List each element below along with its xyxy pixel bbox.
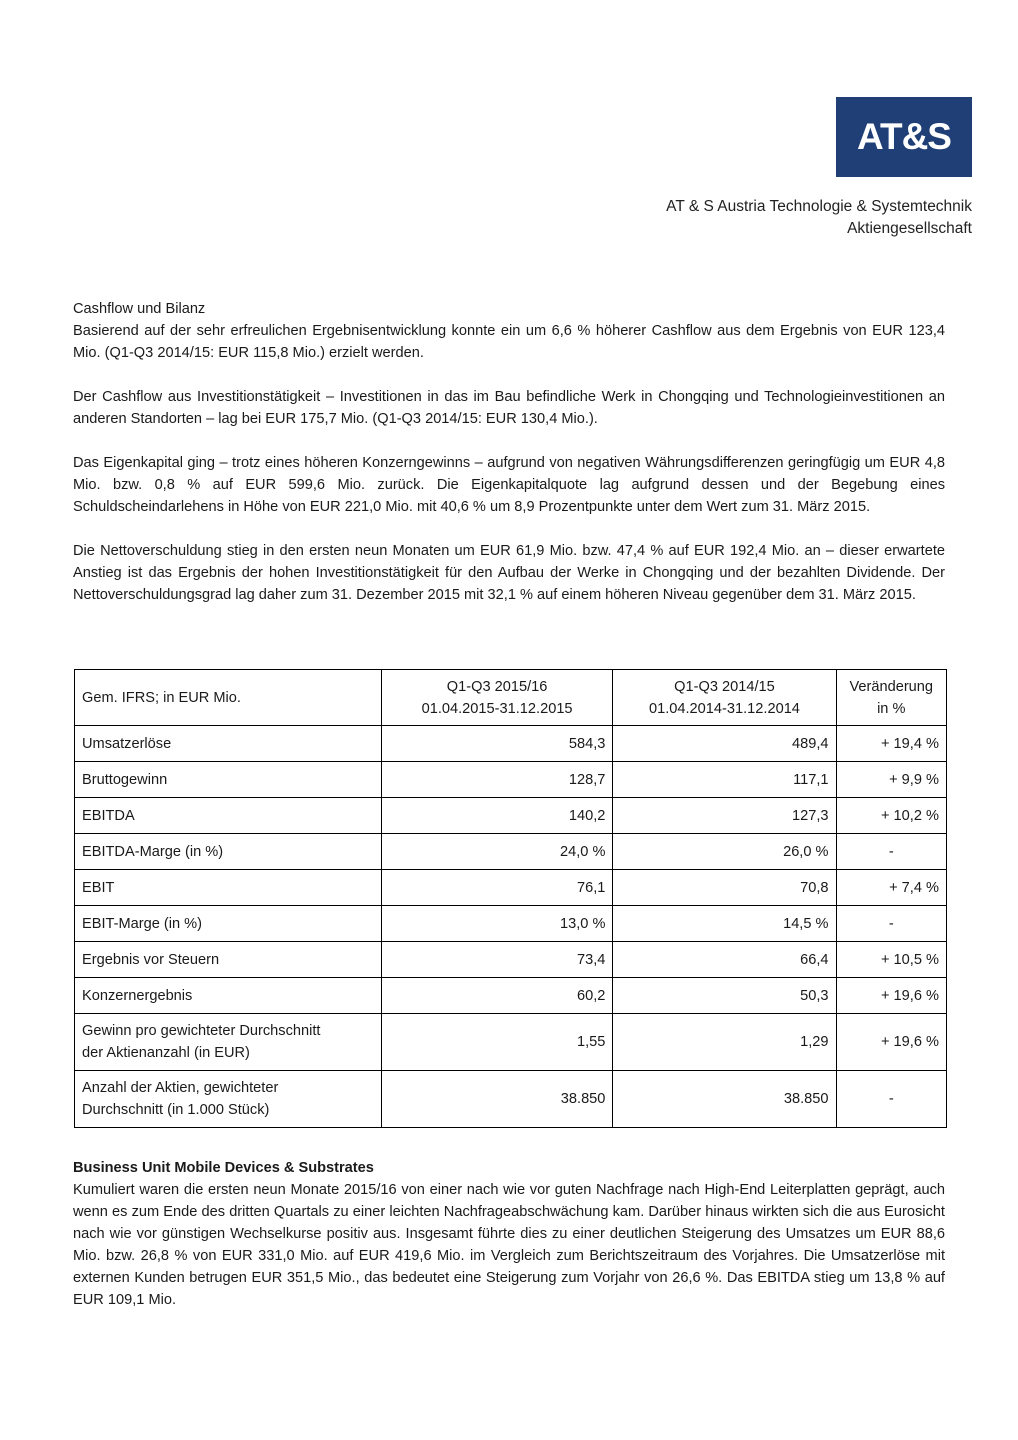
- header-previous-period: Q1-Q3 2014/15 01.04.2014-31.12.2014: [613, 670, 836, 726]
- row-label: Bruttogewinn: [75, 762, 382, 798]
- current-value: 24,0 %: [381, 834, 613, 870]
- change-value: + 19,4 %: [836, 726, 946, 762]
- business-unit-paragraph: Kumuliert waren die ersten neun Monate 2015/16 von einer nach wie vor guten Nachfrage nach High-End Leiterplatten geprägt, auch wenn es zum Ende des dritten Quartals zu einer leichten Nachfrageabschwächung kam. Darüber hinaus wirkten sich die aus Eurosicht nach wie vor günstigen Wechselkurse positiv aus. Insgesamt führte dies zu einer deutlichen Steigerung des Umsatzes um EUR 88,6 Mio. bzw. 26,8 % von EUR 331,0 Mio. auf EUR 419,6 Mio. im Vergleich zum Berichtszeitraum des Vorjahres. Die Umsatzerlöse mit externen Kunden betrugen EUR 351,5 Mio., das bedeutet eine Steigerung zum Vorjahr von 26,6 %. Das EBITDA stieg um 13,8 % auf EUR 109,1 Mio.: [73, 1182, 945, 1308]
- change-value: + 19,6 %: [836, 1014, 946, 1071]
- previous-value: 117,1: [613, 762, 836, 798]
- table-row: [75, 1071, 947, 1128]
- change-value: + 7,4 %: [836, 870, 946, 906]
- row-label: EBITDA-Marge (in %): [75, 834, 382, 870]
- table-row: [75, 1014, 947, 1071]
- change-value: + 10,5 %: [836, 942, 946, 978]
- cashflow-paragraph-4: Die Nettoverschuldung stieg in den ersten neun Monaten um EUR 61,9 Mio. bzw. 47,4 % auf EUR 192,4 Mio. an – dieser erwartete Anstieg ist das Ergebnis der hohen Investitionstätigkeit für den Aufbau der Werke in Chongqing und der bezahlten Dividende. Der Nettoverschuldungsgrad lag daher zum 31. Dezember 2015 mit 32,1 % auf einem höheren Niveau gegenüber dem 31. März 2015.: [73, 543, 945, 603]
- cashflow-paragraph-2: Der Cashflow aus Investitionstätigkeit – Investitionen in das im Bau befindliche Werk in Chongqing und Technologieinvestitionen an anderen Standorten – lag bei EUR 175,7 Mio. (Q1-Q3 2014/15: EUR 130,4 Mio.).: [73, 389, 945, 427]
- company-name: [666, 196, 972, 240]
- previous-value: 26,0 %: [613, 834, 836, 870]
- row-label: Ergebnis vor Steuern: [75, 942, 382, 978]
- change-value: -: [836, 834, 946, 870]
- current-value: 38.850: [381, 1071, 613, 1128]
- header-change: Veränderung in %: [836, 670, 946, 726]
- previous-value: 50,3: [613, 978, 836, 1014]
- previous-value: 127,3: [613, 798, 836, 834]
- current-value: 1,55: [381, 1014, 613, 1071]
- company-name-line-2: Aktiengesellschaft: [847, 220, 972, 237]
- row-label: Gewinn pro gewichteter Durchschnitt der Aktienanzahl (in EUR): [75, 1014, 382, 1071]
- business-unit-section: [73, 1157, 945, 1311]
- table-row: [75, 834, 947, 870]
- previous-value: 66,4: [613, 942, 836, 978]
- row-label: EBIT-Marge (in %): [75, 906, 382, 942]
- current-value: 13,0 %: [381, 906, 613, 942]
- table-row: [75, 726, 947, 762]
- previous-value: 489,4: [613, 726, 836, 762]
- table-row: [75, 762, 947, 798]
- current-value: 128,7: [381, 762, 613, 798]
- table-row: [75, 906, 947, 942]
- cashflow-section: [73, 298, 945, 606]
- current-value: 584,3: [381, 726, 613, 762]
- table-row: [75, 942, 947, 978]
- current-value: 76,1: [381, 870, 613, 906]
- header-current-period: Q1-Q3 2015/16 01.04.2015-31.12.2015: [381, 670, 613, 726]
- row-label: Umsatzerlöse: [75, 726, 382, 762]
- table-header-row: [75, 670, 947, 726]
- change-value: + 10,2 %: [836, 798, 946, 834]
- table-row: [75, 798, 947, 834]
- row-label: EBIT: [75, 870, 382, 906]
- row-label: Konzernergebnis: [75, 978, 382, 1014]
- previous-value: 38.850: [613, 1071, 836, 1128]
- change-value: + 9,9 %: [836, 762, 946, 798]
- row-label: Anzahl der Aktien, gewichteter Durchschnitt (in 1.000 Stück): [75, 1071, 382, 1128]
- company-logo: [836, 97, 972, 177]
- row-label: EBITDA: [75, 798, 382, 834]
- change-value: -: [836, 1071, 946, 1128]
- table-row: [75, 978, 947, 1014]
- business-unit-heading: Business Unit Mobile Devices & Substrates: [73, 1160, 374, 1176]
- current-value: 60,2: [381, 978, 613, 1014]
- previous-value: 1,29: [613, 1014, 836, 1071]
- previous-value: 70,8: [613, 870, 836, 906]
- cashflow-paragraph-1: Basierend auf der sehr erfreulichen Ergebnisentwicklung konnte ein um 6,6 % höherer Cashflow aus dem Ergebnis von EUR 123,4 Mio. (Q1-Q3 2014/15: EUR 115,8 Mio.) erzielt werden.: [73, 323, 945, 361]
- change-value: -: [836, 906, 946, 942]
- header-label: Gem. IFRS; in EUR Mio.: [75, 670, 382, 726]
- current-value: 73,4: [381, 942, 613, 978]
- previous-value: 14,5 %: [613, 906, 836, 942]
- financial-table: [74, 669, 947, 1128]
- current-value: 140,2: [381, 798, 613, 834]
- cashflow-paragraph-3: Das Eigenkapital ging – trotz eines höheren Konzerngewinns – aufgrund von negativen Währungsdifferenzen geringfügig um EUR 4,8 Mio. bzw. 0,8 % auf EUR 599,6 Mio. zurück. Die Eigenkapitalquote lag aufgrund dessen und der Begebung eines Schuldscheindarlehens in Höhe von EUR 221,0 Mio. mit 40,6 % um 8,9 Prozentpunkte unter dem Wert zum 31. März 2015.: [73, 455, 945, 515]
- company-name-line-1: AT & S Austria Technologie & Systemtechnik: [666, 198, 972, 215]
- logo-text: AT&S: [857, 116, 951, 157]
- cashflow-heading: Cashflow und Bilanz: [73, 301, 206, 317]
- change-value: + 19,6 %: [836, 978, 946, 1014]
- table-row: [75, 870, 947, 906]
